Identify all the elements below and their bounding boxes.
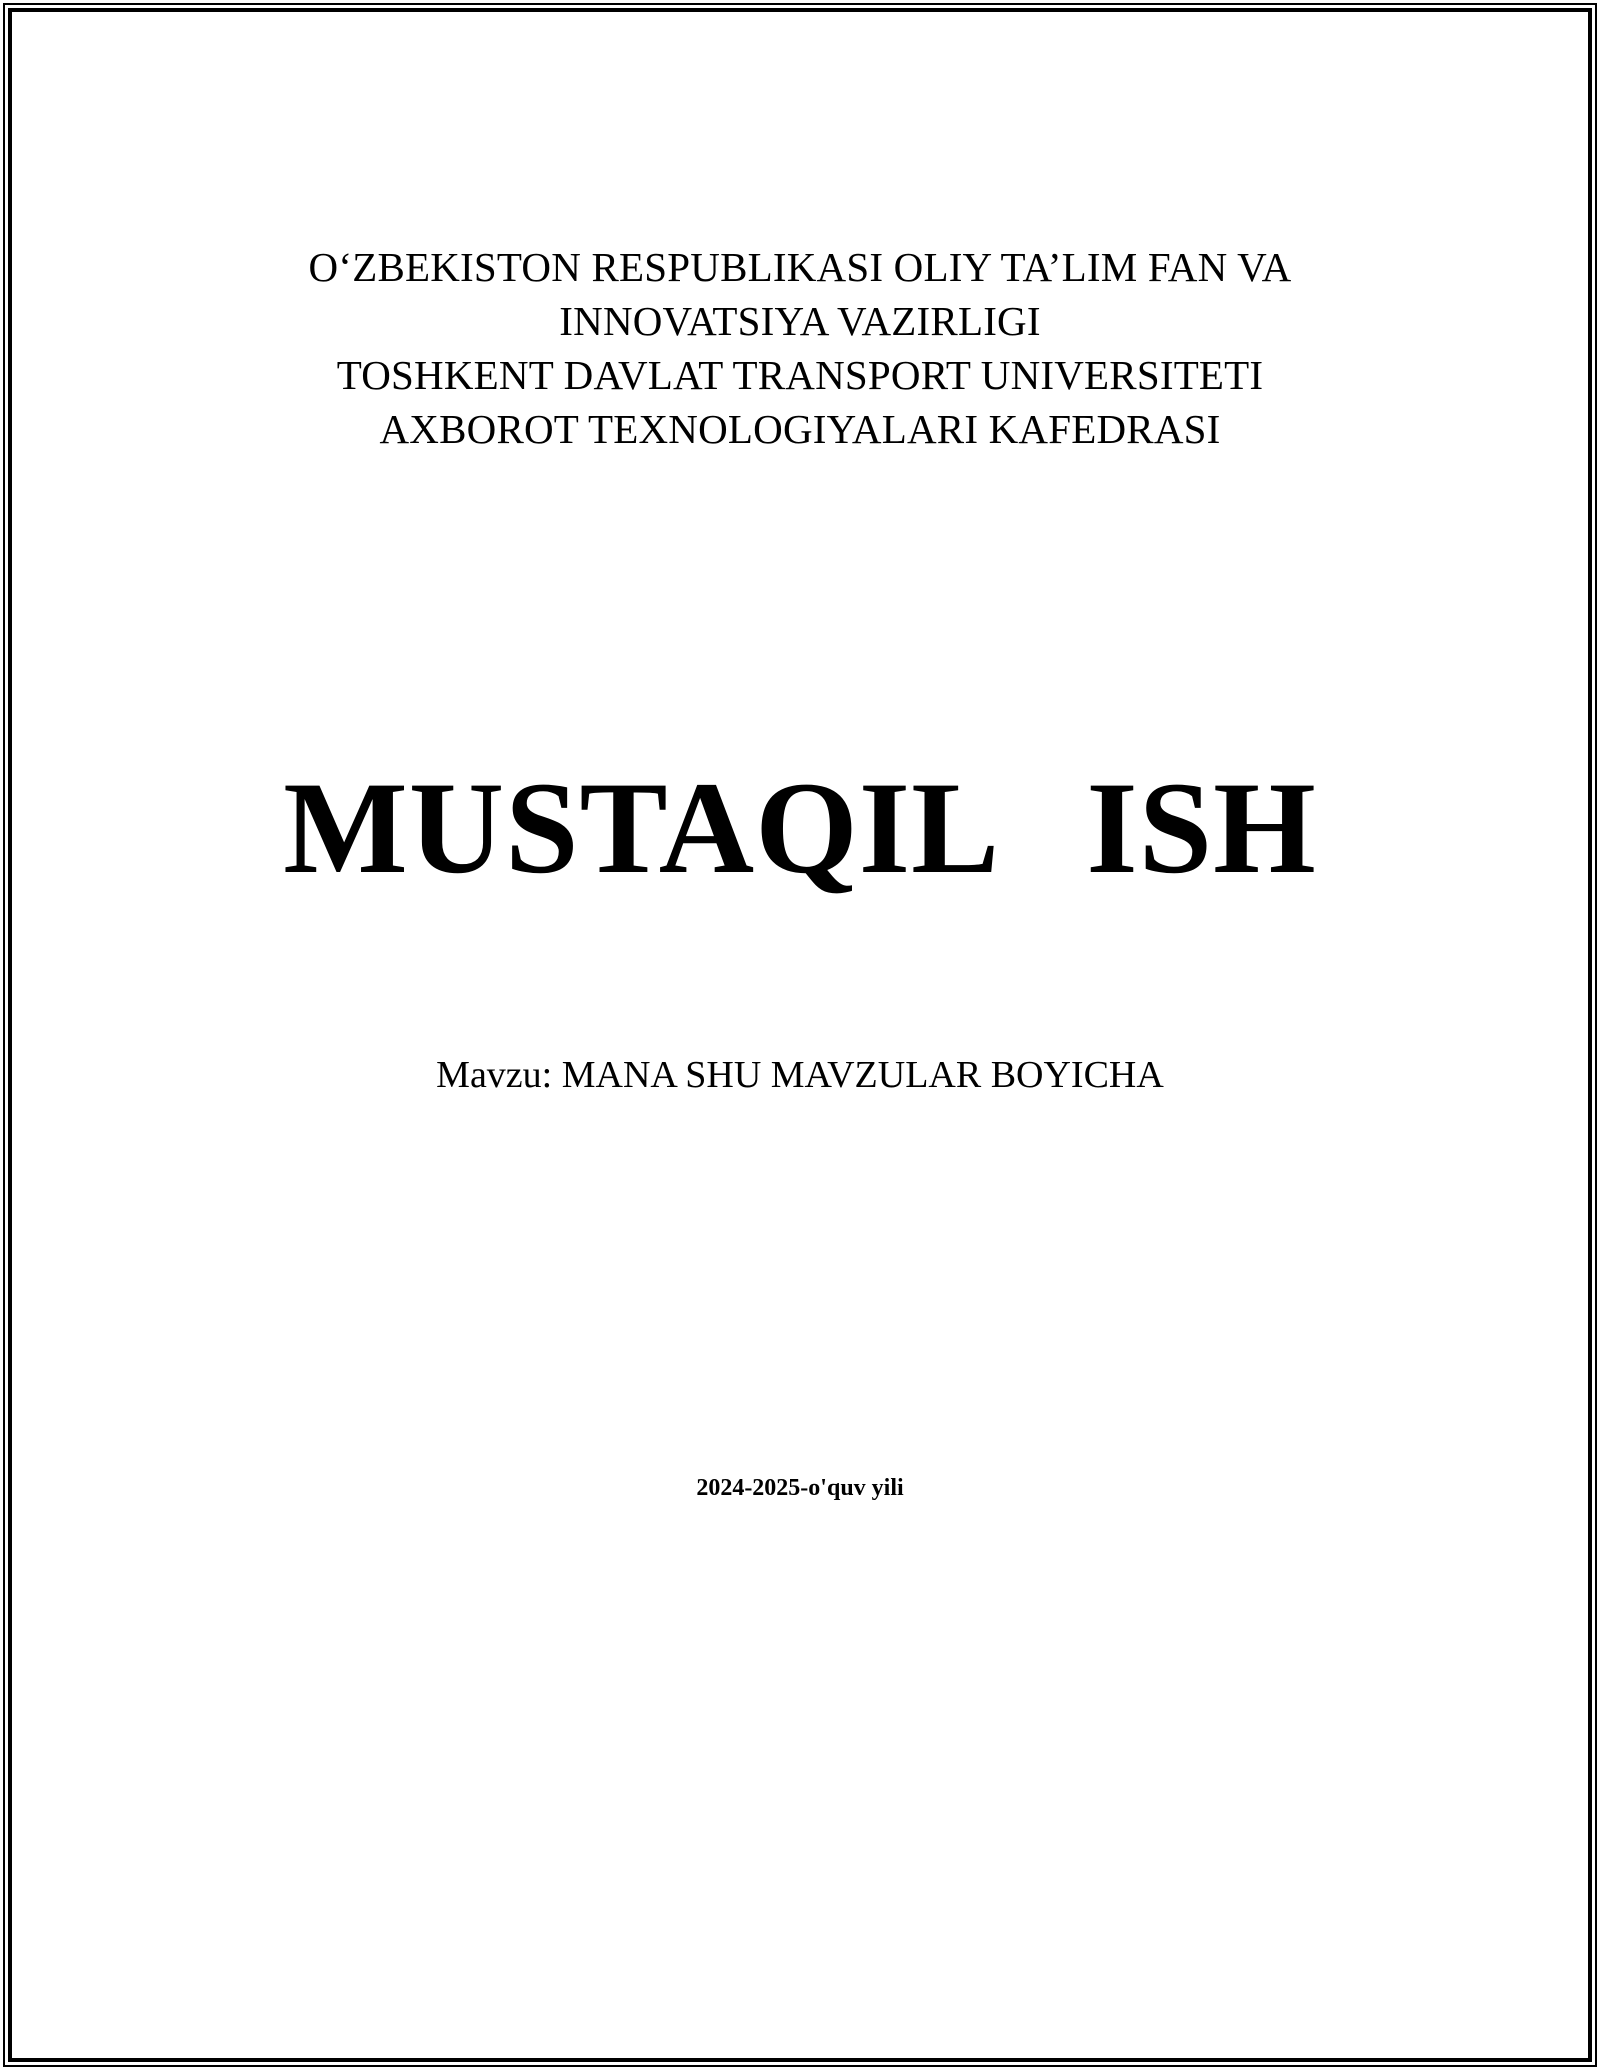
header-line-university: TOSHKENT DAVLAT TRANSPORT UNIVERSITETI — [336, 352, 1264, 398]
academic-year: 2024-2025-o'quv yili — [696, 1475, 904, 1501]
topic-line: Mavzu: MANA SHU MAVZULAR BOYICHA — [436, 1054, 1164, 1096]
header-line-ministry-1: O‘ZBEKISTON RESPUBLIKASI OLIY TA’LIM FAN VA — [308, 244, 1292, 290]
header-line-department: AXBOROT TEXNOLOGIYALARI KAFEDRASI — [379, 406, 1221, 452]
header-line-ministry-2: INNOVATSIYA VAZIRLIGI — [559, 298, 1041, 344]
document-title: MUSTAQIL ISH — [283, 754, 1317, 901]
ministry-header — [80, 240, 1520, 456]
